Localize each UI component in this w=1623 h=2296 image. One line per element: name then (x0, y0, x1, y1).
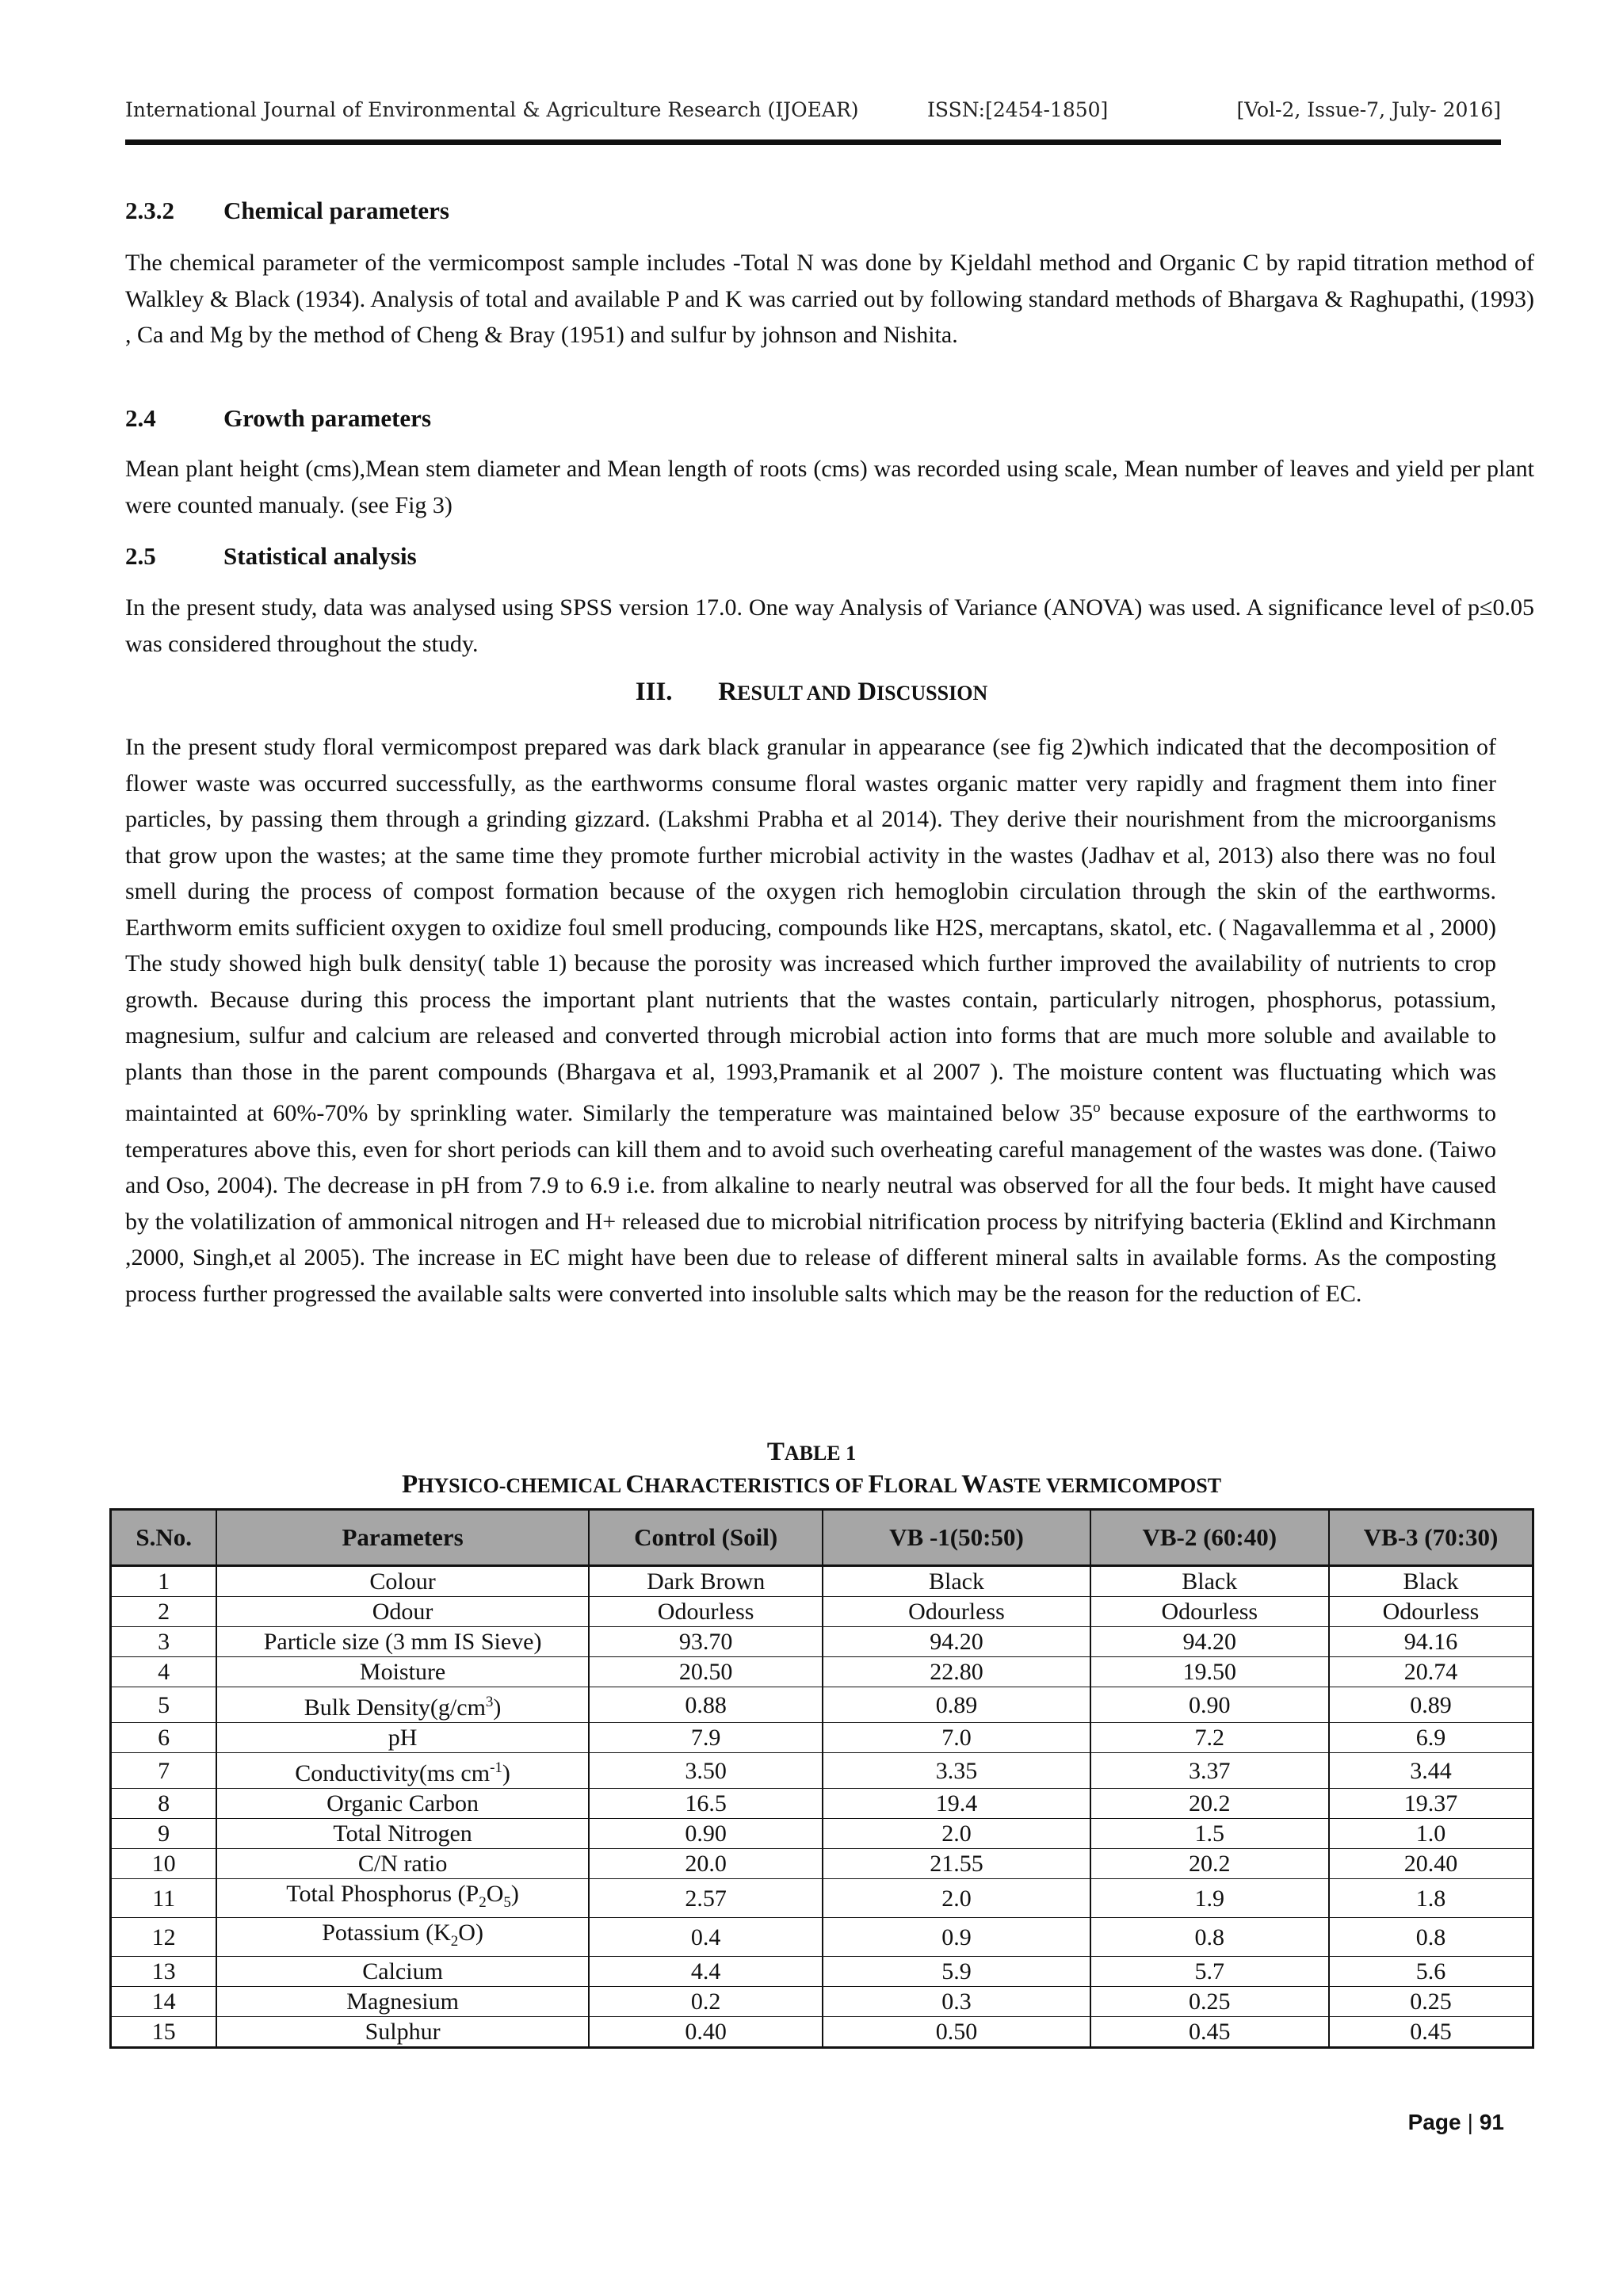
cell-sno: 15 (111, 2017, 217, 2048)
title-initial: R (718, 678, 738, 706)
cell-sno: 5 (111, 1687, 217, 1723)
title-smallcaps: ESULT AND (737, 682, 851, 705)
table-row (111, 1687, 1533, 1723)
cell-vb3: 0.25 (1329, 1987, 1533, 2017)
param-text: Conductivity(ms cm (295, 1760, 491, 1786)
cell-vb2: 94.20 (1090, 1627, 1329, 1657)
cell-vb2: 5.7 (1090, 1957, 1329, 1987)
roman-numeral: III. (635, 678, 673, 706)
cell-parameter: Magnesium (216, 1987, 589, 2017)
issn: ISSN:[2454-1850] (927, 98, 1109, 121)
table-row (111, 1723, 1533, 1753)
caption-initial: T (766, 1438, 785, 1466)
section-heading-2-5 (125, 542, 417, 571)
cell-vb2: 1.5 (1090, 1819, 1329, 1849)
physico-chemical-table (109, 1508, 1534, 2049)
cell-vb1: 21.55 (823, 1849, 1090, 1879)
section-title: Growth parameters (223, 404, 432, 432)
cell-parameter: Moisture (216, 1657, 589, 1687)
param-text: Total Phosphorus (P (286, 1881, 479, 1907)
cell-vb1: 2.0 (823, 1879, 1090, 1918)
cell-control: 0.2 (589, 1987, 823, 2017)
running-header (125, 98, 1501, 130)
cell-vb3: 20.40 (1329, 1849, 1533, 1879)
caption-smallcaps: HYSICO-CHEMICAL (418, 1474, 626, 1497)
caption-smallcaps: HARACTERISTICS OF (644, 1474, 869, 1497)
cell-vb3: 1.0 (1329, 1819, 1533, 1849)
cell-vb3: 94.16 (1329, 1627, 1533, 1657)
cell-vb1: 5.9 (823, 1957, 1090, 1987)
title-initial: D (857, 678, 877, 706)
param-text: Potassium (K (322, 1920, 451, 1946)
param-subscript: 2 (479, 1894, 487, 1911)
cell-control: 0.40 (589, 2017, 823, 2048)
param-text: O (486, 1881, 504, 1907)
cell-parameter (216, 1879, 589, 1918)
cell-sno: 11 (111, 1879, 217, 1918)
results-text-part: In the present study floral vermicompost prepared was dark black granular in appearance (see fig 2)which indicated that the decomposition of flower waste was occurred successfully, as the earthworms consume floral wastes organic matter very rapidly and fragment them into finer particles, by passing them through a grinding gizzard. (Lakshmi Prabha et al 2014). They derive their nourishment from the microorganisms that grow upon the wastes; at the same time they promote further microbial activity in the wastes (Jadhav et al, 2013) also there was no foul smell during the process of compost formation because of the oxygen rich hemoglobin circulation through the skin of the earthworms. Earthworm emits sufficient oxygen to oxidize foul smell producing, compounds like H2S, mercaptans, skatol, etc. ( Nagavallemma et al , 2000) The study showed high bulk density( table 1) because the porosity was increased which further improved the availability of nutrients to crop growth. Because during this process the important plant nutrients that the wastes contain, particularly nitrogen, phosphorus, potassium, magnesium, sulfur and calcium are released and converted through microbial action into forms that are much more soluble and available to plants than those in the parent compounds (Bhargava et al, 1993,Pramanik et al 2007 ). The moisture content was fluctuating which was maintainted at 60%-70% by sprinkling water. Similarly the temperature was maintained below 35 (125, 734, 1496, 1126)
cell-parameter (216, 1753, 589, 1789)
degree-superscript: o (1093, 1099, 1101, 1116)
table-row (111, 1657, 1533, 1687)
cell-vb1: 22.80 (823, 1657, 1090, 1687)
section-heading-2-3-2 (125, 197, 449, 225)
cell-parameter (216, 1918, 589, 1957)
cell-sno: 2 (111, 1597, 217, 1627)
section-number: 2.3.2 (125, 197, 174, 224)
header-vb1: VB -1(50:50) (823, 1510, 1090, 1566)
table-row (111, 1627, 1533, 1657)
cell-vb3: 5.6 (1329, 1957, 1533, 1987)
section-heading-2-4 (125, 404, 431, 433)
cell-sno: 3 (111, 1627, 217, 1657)
cell-sno: 1 (111, 1566, 217, 1597)
table-header-row (111, 1510, 1533, 1566)
table-row (111, 1879, 1533, 1918)
table-number (0, 1438, 1623, 1467)
journal-name: International Journal of Environmental & Agriculture Research (IJOEAR) (125, 98, 859, 121)
cell-parameter: pH (216, 1723, 589, 1753)
param-text: O (458, 1920, 475, 1946)
cell-vb2: 7.2 (1090, 1723, 1329, 1753)
cell-parameter: Calcium (216, 1957, 589, 1987)
cell-parameter: Sulphur (216, 2017, 589, 2048)
cell-vb2: Odourless (1090, 1597, 1329, 1627)
param-superscript: -1 (490, 1759, 502, 1776)
header-vb3: VB-3 (70:30) (1329, 1510, 1533, 1566)
cell-vb2: Black (1090, 1566, 1329, 1597)
cell-control: 93.70 (589, 1627, 823, 1657)
table-row (111, 1957, 1533, 1987)
cell-vb3: Black (1329, 1566, 1533, 1597)
cell-sno: 12 (111, 1918, 217, 1957)
cell-sno: 8 (111, 1789, 217, 1819)
volume-info: [Vol-2, Issue-7, July- 2016] (1236, 98, 1501, 121)
cell-vb1: Black (823, 1566, 1090, 1597)
cell-control: 7.9 (589, 1723, 823, 1753)
cell-vb3: 1.8 (1329, 1879, 1533, 1918)
table-row (111, 1753, 1533, 1789)
param-superscript: 3 (485, 1694, 494, 1710)
param-subscript: 5 (503, 1894, 511, 1911)
caption-initial: F (868, 1470, 884, 1499)
cell-sno: 10 (111, 1849, 217, 1879)
cell-control: 4.4 (589, 1957, 823, 1987)
cell-control: 16.5 (589, 1789, 823, 1819)
header-parameters: Parameters (216, 1510, 589, 1566)
header-rule (125, 139, 1501, 145)
cell-control: 0.90 (589, 1819, 823, 1849)
section-title: Statistical analysis (223, 542, 417, 570)
header-control: Control (Soil) (589, 1510, 823, 1566)
cell-vb1: 7.0 (823, 1723, 1090, 1753)
cell-sno: 13 (111, 1957, 217, 1987)
cell-parameter: Odour (216, 1597, 589, 1627)
cell-vb2: 0.8 (1090, 1918, 1329, 1957)
caption-smallcaps: ASTE VERMICOMPOST (987, 1474, 1222, 1497)
section-number: 2.4 (125, 404, 156, 432)
cell-control: 2.57 (589, 1879, 823, 1918)
section-title-results (0, 678, 1623, 707)
cell-control: Dark Brown (589, 1566, 823, 1597)
cell-vb3: 0.8 (1329, 1918, 1533, 1957)
cell-parameter (216, 1687, 589, 1723)
table-row (111, 1849, 1533, 1879)
footer-separator: | (1467, 2110, 1473, 2134)
cell-parameter: Colour (216, 1566, 589, 1597)
cell-vb1: 94.20 (823, 1627, 1090, 1657)
caption-initial: P (401, 1470, 418, 1499)
cell-vb2: 0.90 (1090, 1687, 1329, 1723)
cell-control: 3.50 (589, 1753, 823, 1789)
cell-control: 20.0 (589, 1849, 823, 1879)
param-text: ) (475, 1920, 483, 1946)
cell-vb3: 3.44 (1329, 1753, 1533, 1789)
table-row (111, 1819, 1533, 1849)
cell-vb1: 3.35 (823, 1753, 1090, 1789)
section-number: 2.5 (125, 542, 156, 570)
table-row (111, 1597, 1533, 1627)
caption-smallcaps: ABLE 1 (784, 1442, 857, 1465)
cell-vb3: 20.74 (1329, 1657, 1533, 1687)
table-row (111, 1918, 1533, 1957)
cell-vb1: 0.89 (823, 1687, 1090, 1723)
cell-control: 0.88 (589, 1687, 823, 1723)
paragraph-growth-parameters: Mean plant height (cms),Mean stem diameter and Mean length of roots (cms) was recorded using scale, Mean number of leaves and yield per plant were counted manualy. (see Fig 3) (125, 456, 1534, 518)
cell-sno: 14 (111, 1987, 217, 2017)
cell-vb2: 1.9 (1090, 1879, 1329, 1918)
caption-smallcaps: LORAL (884, 1474, 962, 1497)
cell-parameter: Total Nitrogen (216, 1819, 589, 1849)
cell-parameter: C/N ratio (216, 1849, 589, 1879)
table-row (111, 1566, 1533, 1597)
page-label: Page (1407, 2110, 1461, 2134)
caption-initial: C (625, 1470, 645, 1499)
paragraph-results-discussion (125, 729, 1496, 1312)
cell-vb2: 20.2 (1090, 1789, 1329, 1819)
caption-initial: W (961, 1470, 988, 1499)
cell-vb3: Odourless (1329, 1597, 1533, 1627)
param-text: ) (502, 1760, 510, 1786)
cell-vb2: 0.25 (1090, 1987, 1329, 2017)
results-text-part: because exposure of the earthworms to temperatures above this, even for short periods can kill them and to avoid such overheating careful management of the wastes was done. (Taiwo and Oso, 2004). The decrease in pH from 7.9 to 6.9 i.e. from alkaline to nearly neutral was observed for all the four beds. It might have caused by the volatilization of ammonical nitrogen and H+ released due to microbial nitrification process by nitrifying bacteria (Eklind and Kirchmann ,2000, Singh,et al 2005). The increase in EC might have been due to release of different mineral salts in available forms. As the composting process further progressed the available salts were converted into insoluble salts which may be the reason for the reduction of EC. (125, 1100, 1496, 1307)
cell-sno: 9 (111, 1819, 217, 1849)
cell-vb3: 0.89 (1329, 1687, 1533, 1723)
param-text: ) (510, 1881, 519, 1907)
cell-control: 20.50 (589, 1657, 823, 1687)
cell-sno: 6 (111, 1723, 217, 1753)
cell-vb1: Odourless (823, 1597, 1090, 1627)
cell-sno: 7 (111, 1753, 217, 1789)
cell-vb1: 0.9 (823, 1918, 1090, 1957)
page-number: 91 (1479, 2110, 1504, 2134)
paragraph-chemical-parameters: The chemical parameter of the vermicompost sample includes -Total N was done by Kjeldahl method and Organic C by rapid titration method of Walkley & Black (1934). Analysis of total and available P and K was carried out by following standard methods of Bhargava & Raghupathi, (1993) , Ca and Mg by the method of Cheng & Bray (1951) and sulfur by johnson and Nishita. (125, 250, 1534, 348)
cell-vb1: 2.0 (823, 1819, 1090, 1849)
cell-vb2: 19.50 (1090, 1657, 1329, 1687)
cell-control: 0.4 (589, 1918, 823, 1957)
cell-vb2: 3.37 (1090, 1753, 1329, 1789)
cell-vb2: 20.2 (1090, 1849, 1329, 1879)
section-title: Chemical parameters (223, 197, 449, 224)
header-vb2: VB-2 (60:40) (1090, 1510, 1329, 1566)
cell-vb1: 19.4 (823, 1789, 1090, 1819)
title-smallcaps: ISCUSSION (876, 682, 988, 705)
table-title (0, 1470, 1623, 1499)
cell-vb3: 0.45 (1329, 2017, 1533, 2048)
table-row (111, 1987, 1533, 2017)
cell-vb2: 0.45 (1090, 2017, 1329, 2048)
cell-parameter: Particle size (3 mm IS Sieve) (216, 1627, 589, 1657)
paragraph-statistical-analysis: In the present study, data was analysed using SPSS version 17.0. One way Analysis of Variance (ANOVA) was used. A significance level of p≤0.05 was considered throughout the study. (125, 594, 1534, 657)
param-text: Bulk Density(g/cm (304, 1694, 486, 1721)
cell-vb1: 0.3 (823, 1987, 1090, 2017)
table-row (111, 2017, 1533, 2048)
param-subscript: 2 (450, 1933, 459, 1950)
cell-parameter: Organic Carbon (216, 1789, 589, 1819)
cell-vb1: 0.50 (823, 2017, 1090, 2048)
cell-sno: 4 (111, 1657, 217, 1687)
param-text: ) (493, 1694, 502, 1721)
table-row (111, 1789, 1533, 1819)
cell-control: Odourless (589, 1597, 823, 1627)
cell-vb3: 6.9 (1329, 1723, 1533, 1753)
cell-vb3: 19.37 (1329, 1789, 1533, 1819)
page-footer (1408, 2110, 1504, 2135)
header-sno: S.No. (111, 1510, 217, 1566)
